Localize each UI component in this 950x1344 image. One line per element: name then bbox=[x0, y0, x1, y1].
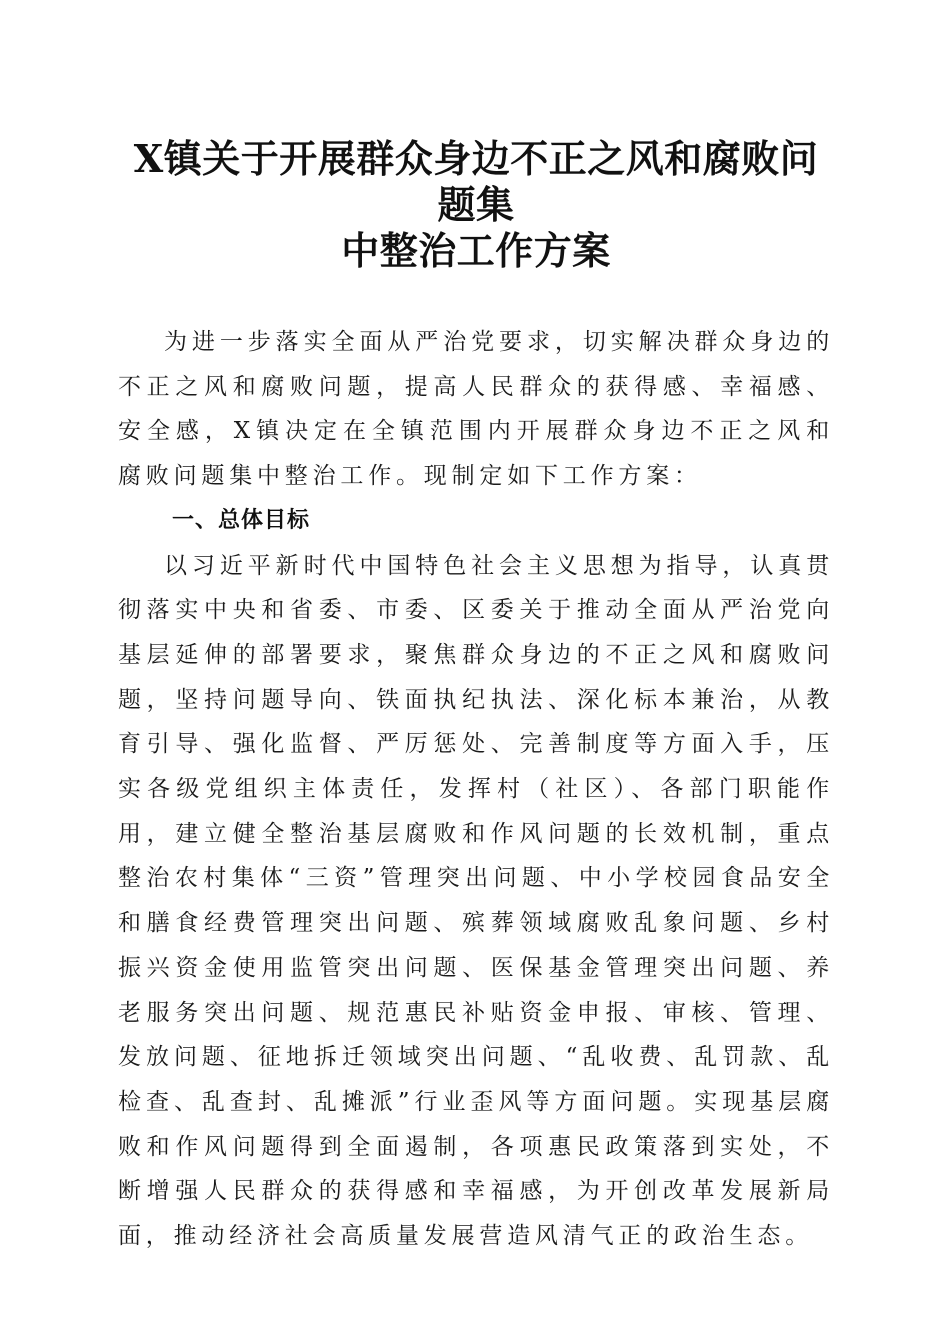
document-title bbox=[118, 136, 834, 274]
section-heading-overall-goal: 一、总体目标 bbox=[172, 507, 311, 533]
intro-paragraph: 为进一步落实全面从严治党要求，切实解决群众身边的不正之风和腐败问题，提高人民群众的获得感、幸福感、安全感，X镇决定在全镇范围内开展群众身边不正之风和腐败问题集中整治工作。现制定如下工作方案： bbox=[118, 329, 834, 490]
title-line-1: X镇关于开展群众身边不正之风和腐败问题集 bbox=[133, 136, 819, 227]
document-body bbox=[118, 320, 834, 1259]
title-line-2: 中整治工作方案 bbox=[341, 228, 611, 273]
overall-goal-paragraph: 以习近平新时代中国特色社会主义思想为指导，认真贯彻落实中央和省委、市委、区委关于推动全面从严治党向基层延伸的部署要求，聚焦群众身边的不正之风和腐败问题，坚持问题导向、铁面执纪执法、深化标本兼治，从教育引导、强化监督、严厉惩处、完善制度等方面入手，压实各级党组织主体责任，发挥村（社区）、各部门职能作用，建立健全整治基层腐败和作风问题的长效机制，重点整治农村集体“三资”管理突出问题、中小学校园食品安全和膳食经费管理突出问题、殡葬领域腐败乱象问题、乡村振兴资金使用监管突出问题、医保基金管理突出问题、养老服务突出问题、规范惠民补贴资金申报、审核、管理、发放问题、征地拆迁领域突出问题、“乱收费、乱罚款、乱检查、乱查封、乱摊派”行业歪风等方面问题。实现基层腐败和作风问题得到全面遏制，各项惠民政策落到实处，不断增强人民群众的获得感和幸福感，为开创改革发展新局面，推动经济社会高质量发展营造风清气正的政治生态。 bbox=[118, 552, 834, 1250]
document-page bbox=[118, 136, 834, 1259]
